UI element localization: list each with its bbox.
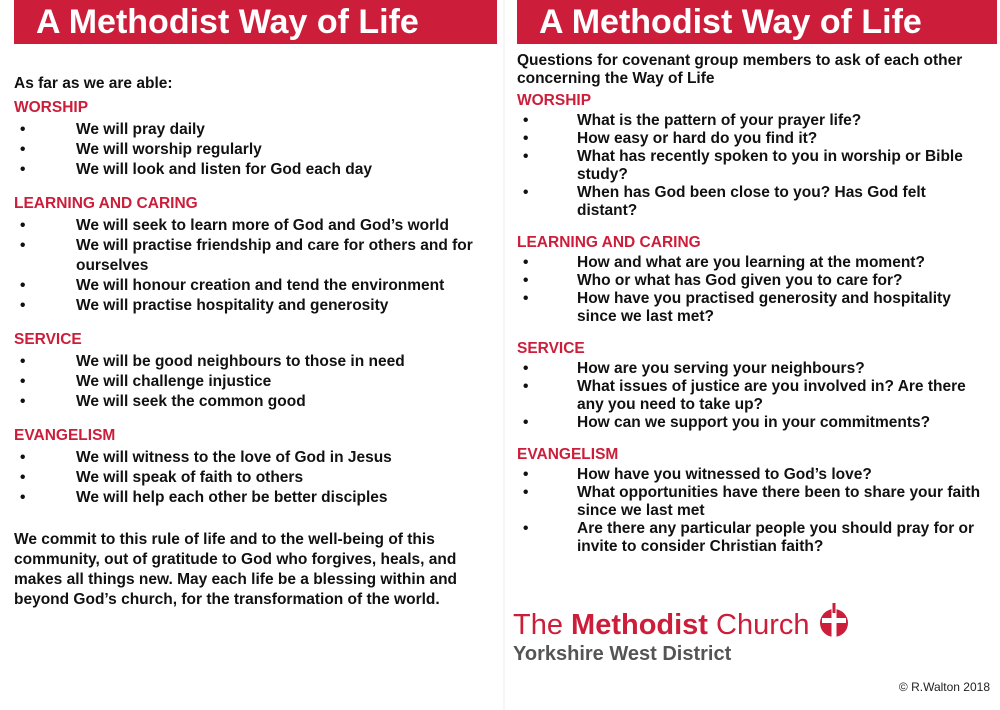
- commitment-paragraph: We commit to this rule of life and to the well-being of this community, out of gratitude to God who forgives, heals, and makes all things new. May each life be a blessing within and beyond God’s church, for the transformation of the world.: [14, 531, 458, 608]
- list-item: • What has recently spoken to you in worship or Bible study?: [517, 148, 987, 184]
- card-title: A Methodist Way of Life: [14, 0, 497, 44]
- list-item: • We will worship regularly: [14, 140, 494, 160]
- list-item: • How are you serving your neighbours?: [517, 360, 987, 378]
- bullet-list: [517, 466, 987, 556]
- list-item: • We will witness to the love of God in Jesus: [14, 448, 494, 468]
- list-item: • We will seek the common good: [14, 392, 494, 412]
- list-item: • We will be good neighbours to those in need: [14, 352, 494, 372]
- list-item: • What issues of justice are you involved in? Are there any you need to take up?: [517, 378, 987, 414]
- list-item: • How and what are you learning at the moment?: [517, 254, 987, 272]
- bullet-list: [517, 112, 987, 220]
- list-item: • Who or what has God given you to care for?: [517, 272, 987, 290]
- list-item: • What is the pattern of your prayer life?: [517, 112, 987, 130]
- questions-card: [505, 0, 1000, 710]
- list-item: • We will honour creation and tend the environment: [14, 276, 494, 296]
- section-heading: EVANGELISM: [517, 446, 619, 463]
- section-heading: EVANGELISM: [14, 427, 116, 444]
- list-item: • How have you witnessed to God’s love?: [517, 466, 987, 484]
- section-heading: LEARNING AND CARING: [517, 234, 701, 251]
- bullet-list: [517, 254, 987, 326]
- list-item: • Are there any particular people you should pray for or invite to consider Christian faith?: [517, 520, 987, 556]
- section-heading: WORSHIP: [14, 99, 89, 116]
- list-item: • We will practise friendship and care for others and for ourselves: [14, 236, 494, 276]
- sections: [517, 92, 987, 556]
- list-item: • We will challenge injustice: [14, 372, 494, 392]
- list-item: • When has God been close to you? Has God felt distant?: [517, 184, 987, 220]
- list-item: • How easy or hard do you find it?: [517, 130, 987, 148]
- logo-bold: Methodist: [571, 609, 708, 641]
- logo-district: Yorkshire West District: [513, 643, 732, 665]
- bullet-list: [14, 448, 494, 508]
- intro-text: Questions for covenant group members to ask of each other concerning the Way of Life: [517, 52, 963, 87]
- commitments-column: [14, 74, 494, 610]
- logo-suffix: Church: [707, 609, 810, 641]
- bullet-list: [14, 216, 494, 316]
- bullet-list: [14, 352, 494, 412]
- list-item: • We will practise hospitality and generosity: [14, 296, 494, 316]
- copyright-notice: © R.Walton 2018: [898, 680, 990, 694]
- section-heading: SERVICE: [517, 340, 585, 357]
- list-item: • We will speak of faith to others: [14, 468, 494, 488]
- section-heading: WORSHIP: [517, 92, 592, 109]
- questions-column: [517, 52, 987, 556]
- sections: [14, 98, 494, 508]
- card-title: A Methodist Way of Life: [517, 0, 997, 44]
- section-heading: LEARNING AND CARING: [14, 195, 198, 212]
- list-item: • What opportunities have there been to share your faith since we last met: [517, 484, 987, 520]
- methodist-cross-icon: [817, 602, 851, 644]
- list-item: • We will pray daily: [14, 120, 494, 140]
- list-item: • We will help each other be better disciples: [14, 488, 494, 508]
- list-item: • How have you practised generosity and hospitality since we last met?: [517, 290, 987, 326]
- bullet-list: [14, 120, 494, 180]
- section-heading: SERVICE: [14, 331, 82, 348]
- list-item: • How can we support you in your commitments?: [517, 414, 987, 432]
- list-item: • We will seek to learn more of God and God’s world: [14, 216, 494, 236]
- logo-prefix: The: [513, 609, 572, 641]
- list-item: • We will look and listen for God each day: [14, 160, 494, 180]
- bullet-list: [517, 360, 987, 432]
- intro-text: As far as we are able:: [14, 75, 173, 92]
